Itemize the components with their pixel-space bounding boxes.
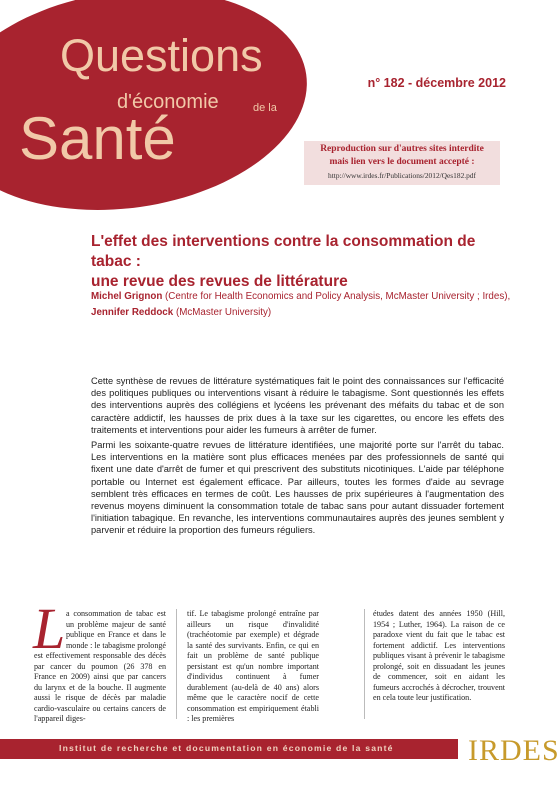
reproduction-notice [304, 141, 500, 185]
author1-affiliation: (Centre for Health Economics and Policy Analysis, McMaster University ; Irdes), [162, 291, 511, 302]
masthead-questions: Questions [60, 30, 263, 81]
article-title-line1: L'effet des interventions contre la consommation de tabac : [91, 233, 476, 270]
author1-name: Michel Grignon [91, 291, 163, 302]
abstract-paragraph-1: Cette synthèse de revues de littérature systématiques fait le point des connaissances sur l'efficacité des politiques publiques ou interventions visant à réduire le tabagisme. Sont questionnés les effets des interventions auprès des collégiens et lycéens les prévenant des méfaits du tabac et de son caractère addictif, les hausses de prix dues à la taxe sur les cigarettes, ou encore les effets des traitements et interventions pour aider les fumeurs à arrêter de fumer. [91, 376, 504, 435]
authors [91, 289, 521, 321]
masthead-de-la: de la [253, 102, 277, 114]
abstract-paragraph-2: Parmi les soixante-quatre revues de littérature identifiées, une majorité porte sur l'arrêt du tabac. Les interventions en la matière sont plus efficaces menées par des professionnels de santé qui fixent une date d'arrêt de fumer et qui prescrivent des substituts nicotiniques. L'aide par téléphone portable ou Internet est également efficace. Par ailleurs, toutes les formes d'aide au sevrage semblent très efficaces en termes de coût. Les hausses de prix supérieures à l'augmentation des revenus moyens diminuent la consommation totale de tabac sans pour autant dissuader fortement l'initiation tabagique. En revanche, les interventions communautaires auprès des jeunes semblent y parvenir et réduire la proportion des fumeurs réguliers. [91, 440, 504, 536]
irdes-logo: IRDES [468, 734, 560, 767]
reproduction-link[interactable]: http://www.irdes.fr/Publications/2012/Qes182.pdf [328, 171, 476, 180]
column-divider [176, 609, 177, 719]
body-column-2: tif. Le tabagisme prolongé entraîne par ailleurs un risque d'invalidité (trachéotomie par exemple) et dégrade la santé des survivants. Enfin, ce qui en fait un problème de santé publique persistant est qu'un nombre important d'individus continuent à fumer durablement (au-delà de 40 ans) alors même que le caractère nocif de cette consommation est empiriquement établi : les premières [187, 609, 319, 724]
body-column-3: études datent des années 1950 (Hill, 1954 ; Luther, 1964). La raison de ce paradoxe vient du fait que le tabac est fortement addictif. Les interventions publiques visant à prévenir le tabagisme prolongé, soit en dissuadant les jeunes de commencer, soit en aidant les fumeurs accrochés à décrocher, trouvent en cela toute leur justification. [373, 609, 505, 703]
article-title [91, 232, 511, 292]
body-column-1-text: a consommation de tabac est un problème majeur de santé publique en France et dans le monde : le tabagisme prolongé est effectivement responsable des décès par cancer du poumon (26 378 en France en 2009) ainsi que par cancers du larynx et de la bouche. Il augmente aussi le risque de décès par maladie cardio-vasculaire ou certains cancers de l'appareil diges- [34, 609, 166, 724]
issue-number: n° 182 - décembre 2012 [367, 76, 506, 90]
column-divider [364, 609, 365, 719]
masthead-economie: d'économie [117, 91, 219, 113]
masthead-sante: Santé [19, 105, 176, 172]
reproduction-line1: Reproduction sur d'autres sites interdite [320, 144, 484, 154]
author2-affiliation: (McMaster University) [173, 307, 272, 318]
dropcap-shim [34, 609, 66, 649]
author2-name: Jennifer Reddock [91, 307, 174, 318]
reproduction-line2: mais lien vers le document accepté : [329, 157, 475, 167]
footer-text: Institut de recherche et documentation en économie de la santé [59, 743, 394, 753]
article-title-line2: une revue des revues de littérature [91, 273, 348, 290]
body-column-1 [34, 609, 166, 725]
drop-cap: L [33, 596, 66, 661]
abstract [91, 375, 504, 540]
